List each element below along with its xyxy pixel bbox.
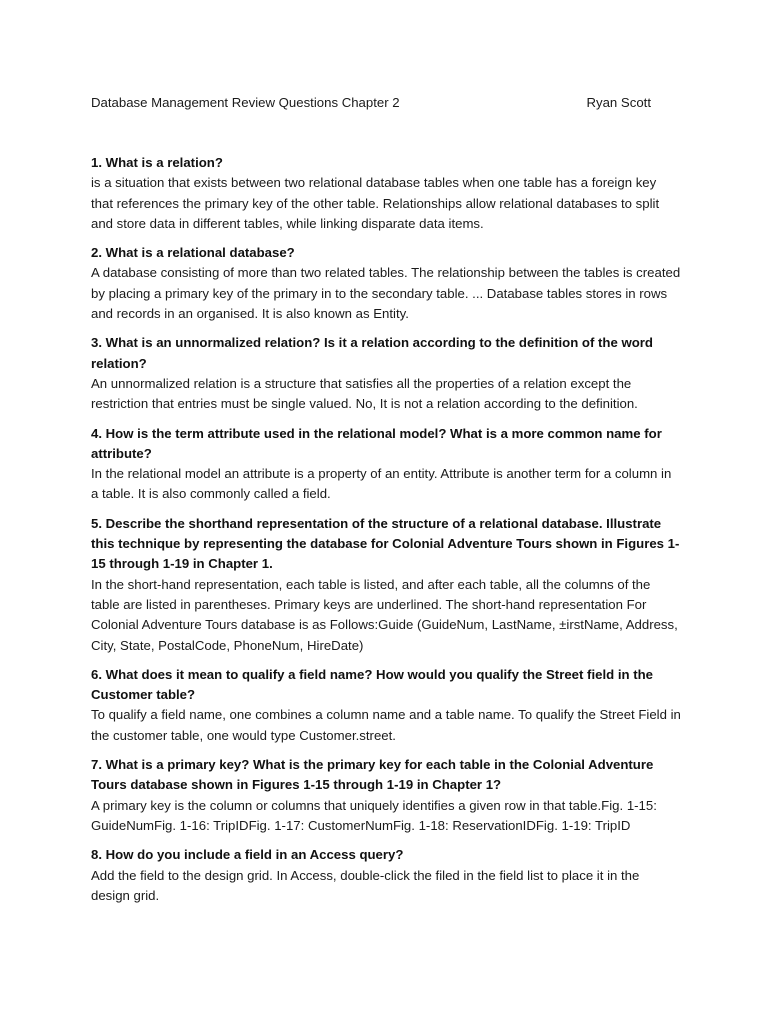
questions-list <box>91 153 681 915</box>
question-block-3 <box>91 333 681 414</box>
question-heading: 3. What is an unnormalized relation? Is it a relation according to the definition of the word relation? <box>91 335 653 371</box>
answer-text: A primary key is the column or columns that uniquely identifies a given row in that table.Fig. 1-15: GuideNumFig. 1-16: TripIDFig. 1-17: CustomerNumFig. 1-18: ReservationIDFig. 1-19: TripID <box>91 797 657 833</box>
question-block-2 <box>91 243 681 324</box>
question-heading: 4. How is the term attribute used in the relational model? What is a more common name for attribute? <box>91 425 662 461</box>
question-block-1 <box>91 153 681 234</box>
question-heading: 1. What is a relation? <box>91 155 223 170</box>
question-block-4 <box>91 424 681 505</box>
question-block-5 <box>91 514 681 656</box>
question-block-6 <box>91 665 681 746</box>
question-block-8 <box>91 845 681 906</box>
answer-text: In the relational model an attribute is a property of an entity. Attribute is another term for a column in a table. It is also commonly called a field. <box>91 466 672 502</box>
answer-text: A database consisting of more than two related tables. The relationship between the tables is created by placing a primary key of the primary in to the secondary table. ... Database tables stores in rows and records in an organised. It is also known as Entity. <box>91 265 681 322</box>
question-heading: 5. Describe the shorthand representation of the structure of a relational database. Illustrate this technique by representing the database for Colonial Adventure Tours shown in Figures 1-15 through 1-19 in Chapter 1. <box>91 515 680 572</box>
question-heading: 6. What does it mean to qualify a field name? How would you qualify the Street field in the Customer table? <box>91 666 653 703</box>
answer-text: An unnormalized relation is a structure that satisfies all the properties of a relation except the restriction that entries must be single valued. No, It is not a relation according to the definition. <box>91 375 638 412</box>
question-heading: 2. What is a relational database? <box>91 245 295 261</box>
answer-text: Add the field to the design grid. In Access, double-click the filed in the field list to place it in the design grid. <box>91 867 640 903</box>
question-heading: 7. What is a primary key? What is the primary key for each table in the Colonial Adventure Tours database shown in Figures 1-15 through 1-19 in Chapter 1? <box>91 757 654 793</box>
answer-text: is a situation that exists between two relational database tables when one table has a foreign key that references the primary key of the other table. Relationships allow relational databases to split and store data in different tables, while linking disparate data items. <box>91 175 660 231</box>
question-heading: 8. How do you include a field in an Access query? <box>91 847 404 863</box>
answer-text: In the short-hand representation, each table is listed, and after each table, all the columns of the table are listed in parentheses. Primary keys are underlined. The short-hand representation For Colonial Adventure Tours database is as Follows:Guide (GuideNum, LastName, ±irstName, Address, City, State, PostalCode, PhoneNum, HireDate) <box>91 576 678 653</box>
author-name: Ryan Scott <box>586 95 651 110</box>
answer-text: To qualify a field name, one combines a column name and a table name. To qualify the Street Field in the customer table, one would type Customer.street. <box>91 707 681 743</box>
question-block-7 <box>91 755 681 836</box>
document-title: Database Management Review Questions Chapter 2 <box>91 95 400 110</box>
